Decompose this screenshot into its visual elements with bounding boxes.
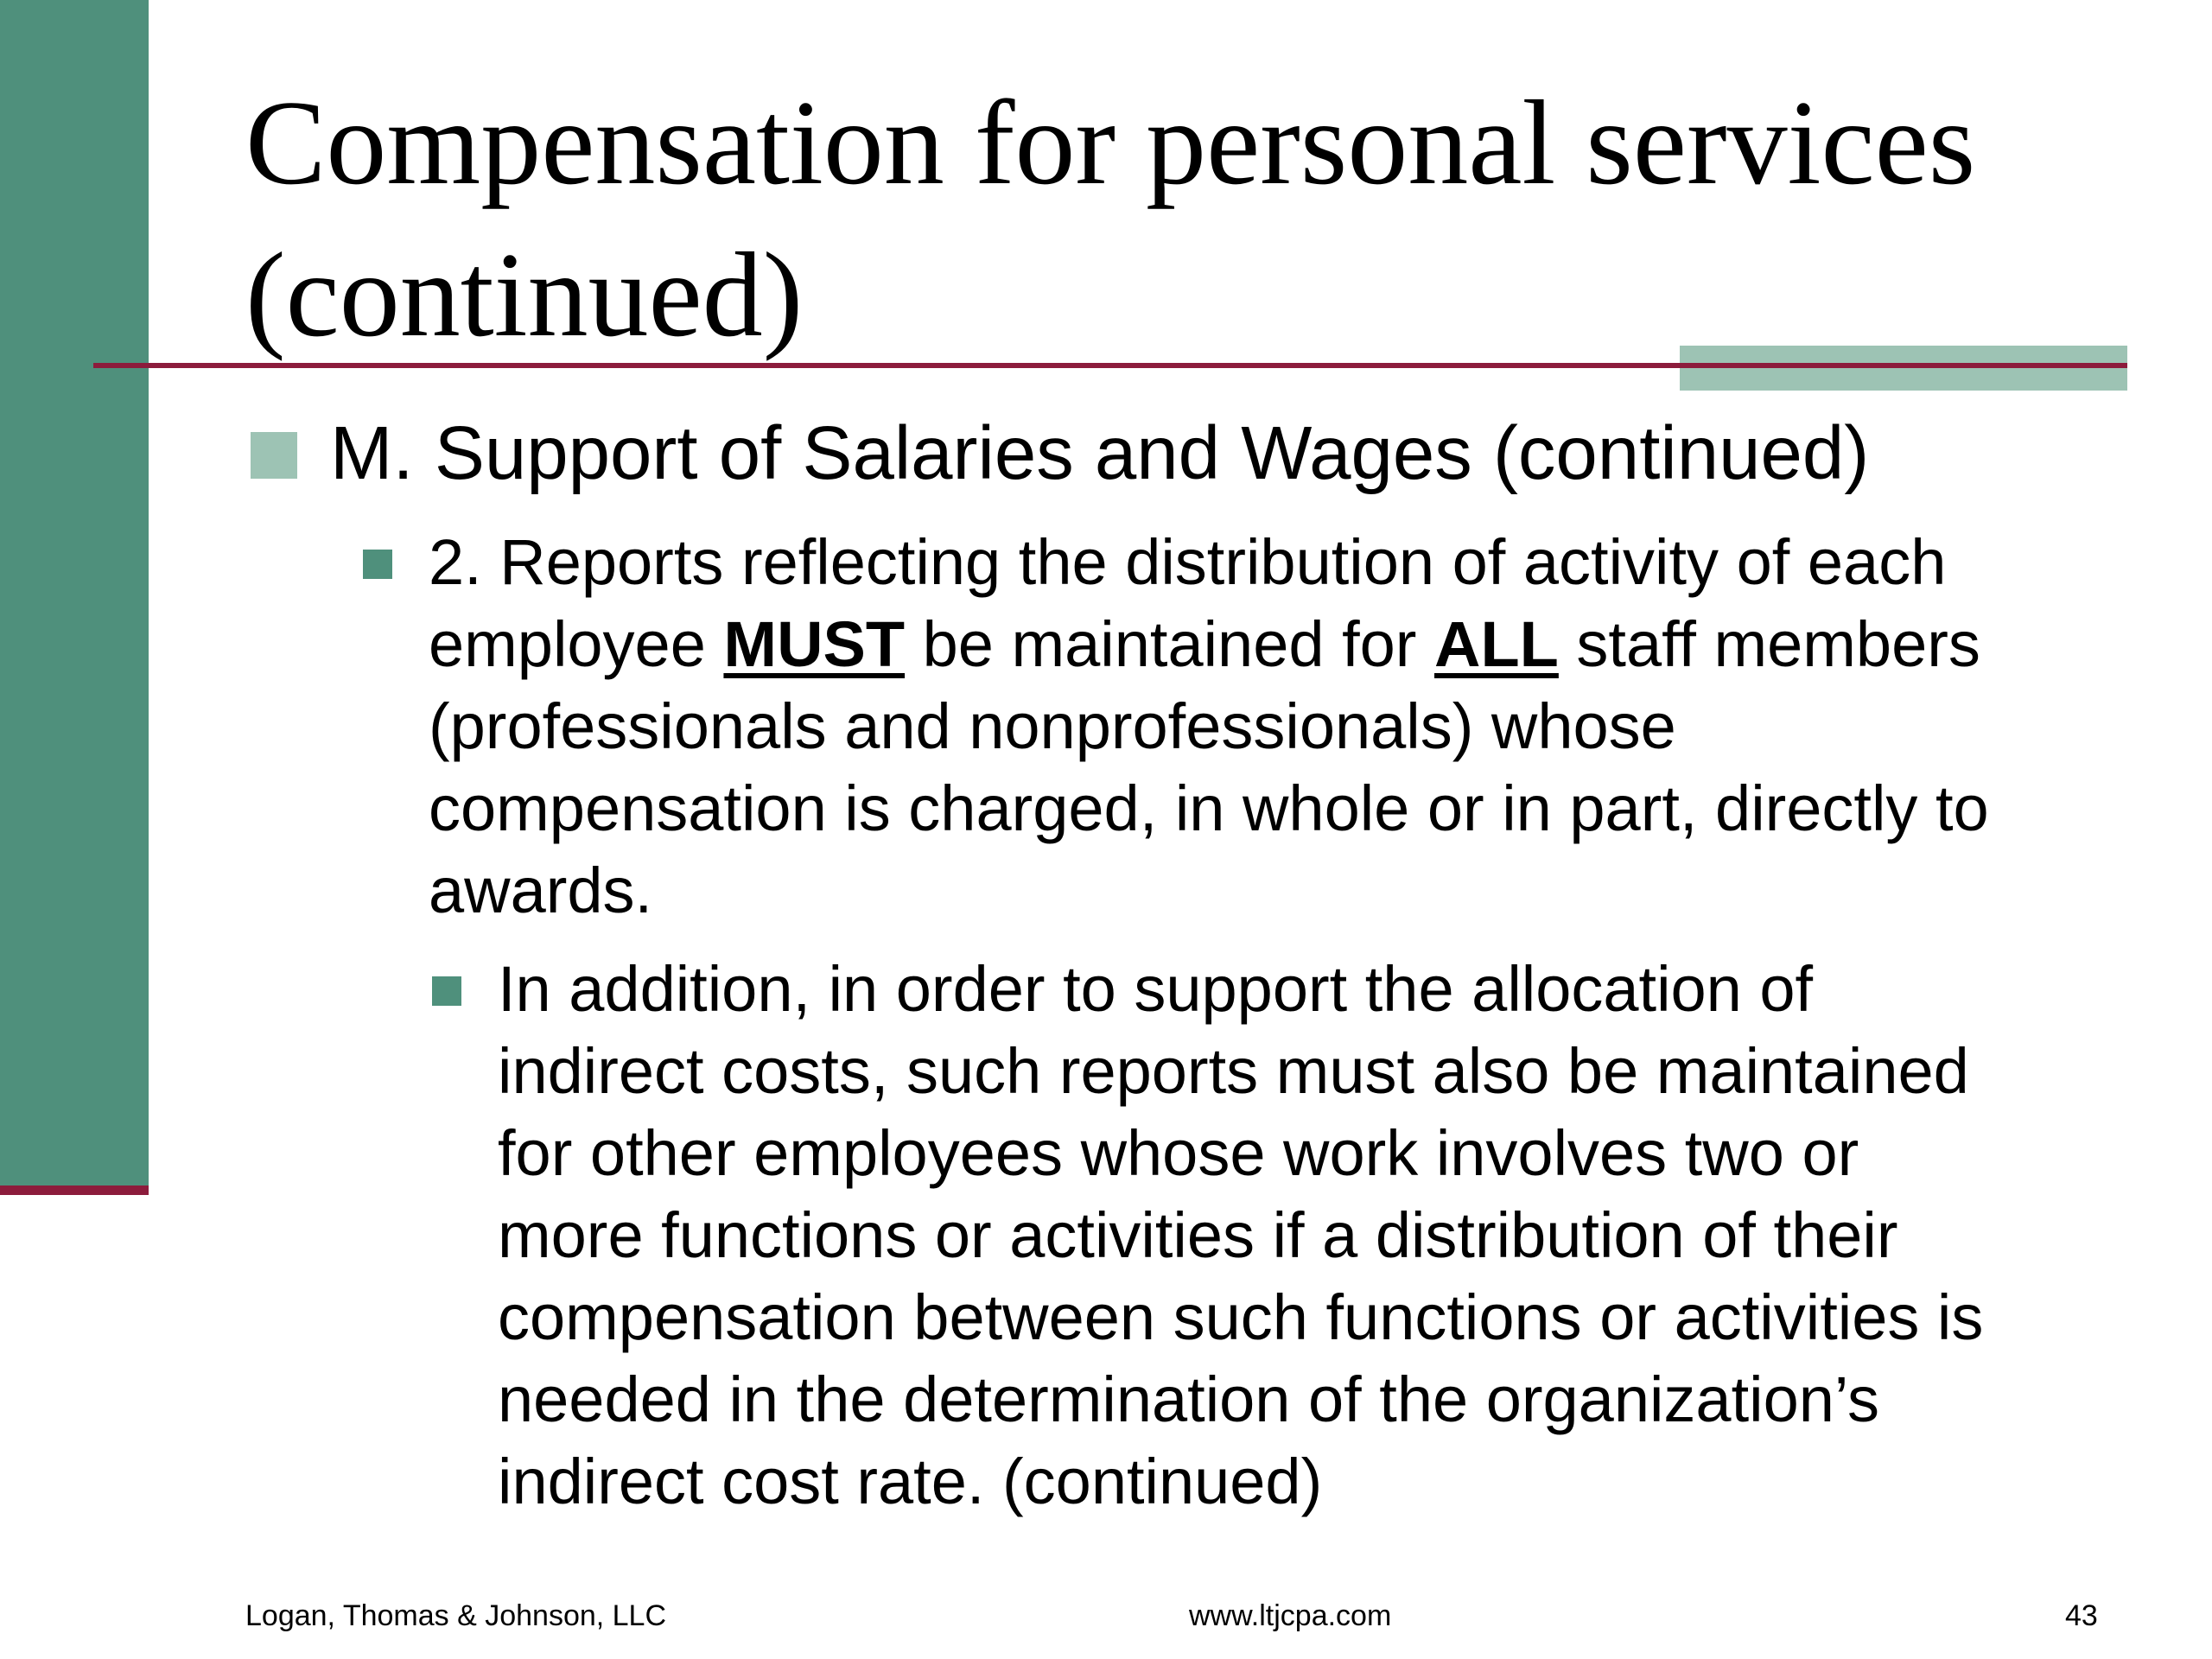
bullet-level-2-line-3: (professionals and nonprofessionals) whose [429, 690, 1676, 762]
left-accent-bar [0, 0, 149, 1185]
footer-page-number: 43 [2065, 1599, 2098, 1632]
emphasis-all: ALL [1434, 608, 1559, 680]
bullet-level-2-line-5: awards. [429, 855, 653, 926]
title-rule-accent [1680, 346, 2127, 391]
footer-company: Logan, Thomas & Johnson, LLC [245, 1599, 667, 1632]
slide-title [245, 67, 2146, 372]
emphasis-must: MUST [723, 608, 906, 680]
bullet-level-3-line-6: needed in the determination of the organization’s [498, 1363, 1879, 1435]
slide-title-line-2: (continued) [245, 228, 804, 362]
footer-website: www.ltjcpa.com [1189, 1599, 1392, 1632]
left-accent-bar-underline [0, 1185, 149, 1195]
bullet-level-2-line-2 [429, 603, 2139, 685]
text-segment: staff members [1558, 608, 1980, 680]
bullet-level-3-text [498, 948, 2139, 1522]
bullet-level-3-line-4: more functions or activities if a distribution of their [498, 1199, 1898, 1271]
title-rule-line [93, 363, 2127, 368]
bullet-level-1-text: M. Support of Salaries and Wages (continued) [330, 411, 1870, 495]
bullet-level-3-line-1: In addition, in order to support the allocation of [498, 953, 1814, 1025]
bullet-square-level-1 [251, 432, 297, 479]
bullet-level-3-line-3: for other employees whose work involves two or [498, 1117, 1859, 1189]
text-segment: employee [429, 608, 724, 680]
bullet-level-3-line-2: indirect costs, such reports must also be maintained [498, 1035, 1969, 1107]
bullet-square-level-2 [363, 550, 392, 579]
bullet-level-2-line-1: 2. Reports reflecting the distribution of activity of each [429, 526, 1947, 598]
bullet-level-3-line-5: compensation between such functions or activities is [498, 1281, 1984, 1353]
bullet-level-3-line-7: indirect cost rate. (continued) [498, 1446, 1323, 1517]
bullet-square-level-3 [432, 976, 461, 1006]
slide-title-line-1: Compensation for personal services [245, 76, 1976, 210]
bullet-level-2-line-4: compensation is charged, in whole or in part, directly to [429, 772, 1989, 844]
bullet-level-2-text [429, 521, 2139, 931]
text-segment: be maintained for [905, 608, 1434, 680]
